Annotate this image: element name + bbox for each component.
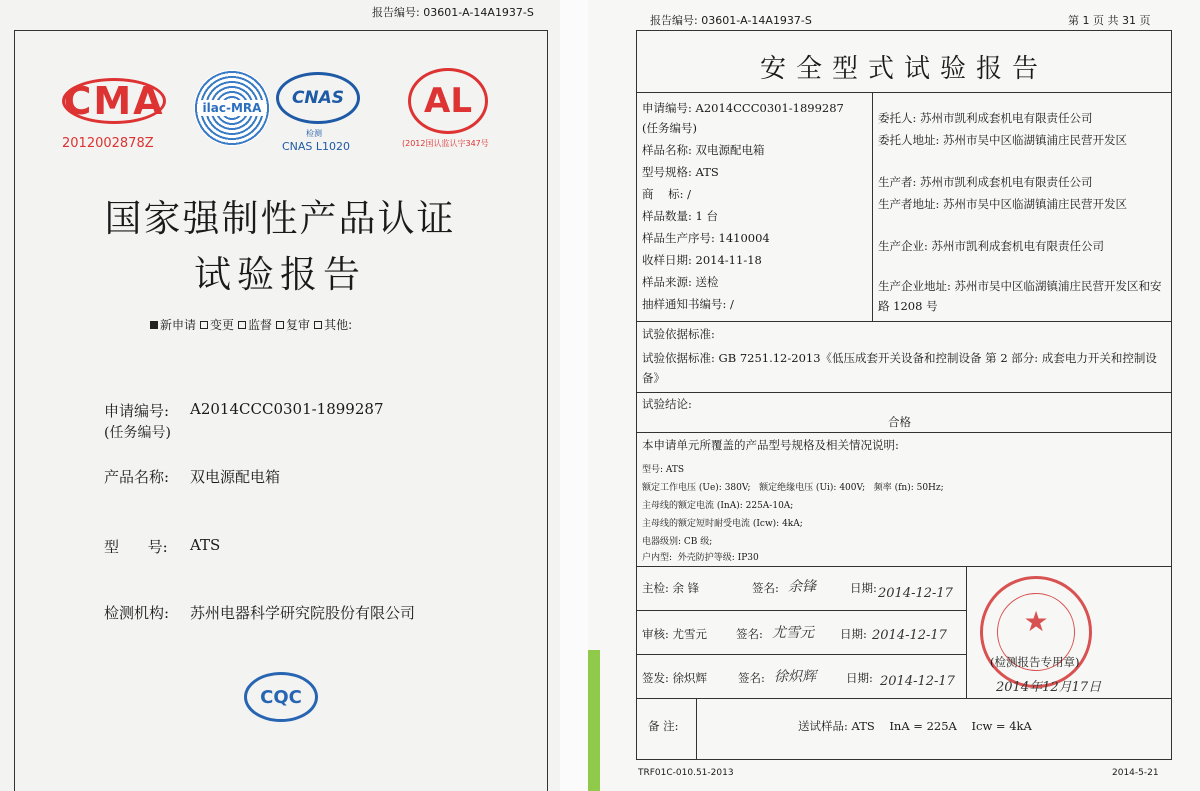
field-manufacturer-address: 生产企业地址: 苏州市吴中区临湖镇浦庄民营开发区和安路 1208 号 <box>878 279 1162 313</box>
checkbox-icon <box>276 321 284 329</box>
field-producer-address: 生产者地址: 苏州市吴中区临湖镇浦庄民营开发区 <box>878 197 1128 211</box>
divider <box>872 92 873 321</box>
lab-name: 苏州电器科学研究院股份有限公司 <box>190 604 416 622</box>
report-number: 报告编号: 03601-A-14A1937-S <box>372 6 534 19</box>
spec-class: 电器级别: CB 级; <box>642 537 713 547</box>
option-supervision: 监督 <box>238 316 272 333</box>
field-sample-name: 样品名称: 双电源配电箱 <box>642 143 765 157</box>
issuer-date-label: 日期: <box>846 671 873 685</box>
issuer-sign-label: 签名: <box>738 671 765 685</box>
reviewer-date-label: 日期: <box>840 627 867 641</box>
product-label: 产品名称: <box>104 468 170 486</box>
divider <box>636 92 1172 93</box>
inspector-date-label: 日期: <box>850 581 877 595</box>
model-value: ATS <box>190 536 221 554</box>
model-label: 型 号: <box>104 538 168 556</box>
reviewer-date: 2014-12-17 <box>872 628 947 643</box>
divider <box>966 566 967 698</box>
divider <box>636 392 1172 393</box>
report-cover-page <box>0 0 560 791</box>
field-manufacturer: 生产企业: 苏州市凯利成套机电有限责任公司 <box>878 239 1105 253</box>
option-other: 其他: <box>314 316 352 333</box>
option-change: 变更 <box>200 316 234 333</box>
inspector-role: 主检: 余 锋 <box>642 581 700 595</box>
field-model: 型号规格: ATS <box>642 165 719 179</box>
divider <box>636 610 966 611</box>
inspector-sign-label: 签名: <box>752 581 779 595</box>
al-logo-icon: AL <box>408 68 488 134</box>
checkbox-checked-icon <box>150 321 158 329</box>
spec-voltage: 额定工作电压 (Ue): 380V; 额定绝缘电压 (Ui): 400V; 频率 (fn): 50Hz; <box>642 483 944 493</box>
cnas-code: CNAS L1020 <box>282 140 351 153</box>
official-seal-icon <box>980 576 1092 688</box>
stamp-date: 2014年12月17日 <box>996 680 1102 695</box>
field-receive-date: 收样日期: 2014-11-18 <box>642 253 762 267</box>
page-gap <box>560 0 588 791</box>
field-producer: 生产者: 苏州市凯利成套机电有限责任公司 <box>878 175 1093 189</box>
spec-protection: 户内型: 外壳防护等级: IP30 <box>642 553 759 563</box>
issuer-role: 签发: 徐炽辉 <box>642 671 708 685</box>
divider <box>636 654 966 655</box>
ilac-text: ilac-MRA <box>200 100 265 116</box>
stamp-caption: (检测报告专用章) <box>990 655 1080 669</box>
field-source: 样品来源: 送检 <box>642 275 719 289</box>
issuer-date: 2014-12-17 <box>880 674 955 689</box>
field-sampling-notice: 抽样通知书编号: / <box>642 297 734 311</box>
report-number: 报告编号: 03601-A-14A1937-S <box>650 14 812 27</box>
cover-title-line2: 试验报告 <box>194 253 366 296</box>
spec-model: 型号: ATS <box>642 465 685 475</box>
spec-current: 主母线的额定电流 (InA): 225A-10A; <box>642 501 794 511</box>
conclusion-header: 试验结论: <box>642 397 692 411</box>
seal-star-icon: ★ <box>1023 605 1049 638</box>
issuer-signature: 徐炽辉 <box>774 669 816 685</box>
product-name: 双电源配电箱 <box>190 468 281 486</box>
field-client-address: 委托人地址: 苏州市吴中区临湖镇浦庄民营开发区 <box>878 133 1128 147</box>
option-new: 新申请 <box>150 316 196 333</box>
inspector-date: 2014-12-17 <box>878 586 953 601</box>
remarks-value: 送试样品: ATS InA = 225A Icw = 4kA <box>798 719 1032 733</box>
scope-header: 本申请单元所覆盖的产品型号规格及相关情况说明: <box>642 438 899 452</box>
conclusion-value: 合格 <box>888 415 911 429</box>
field-task-no: (任务编号) <box>642 121 697 135</box>
divider <box>636 698 1172 699</box>
divider <box>696 698 697 760</box>
cover-title-line1: 国家强制性产品认证 <box>104 197 456 240</box>
cma-logo-icon: CMA <box>63 79 165 123</box>
page-count: 第 1 页 共 31 页 <box>1068 14 1151 27</box>
standard-header: 试验依据标准: <box>642 327 715 341</box>
application-label: 申请编号: <box>104 402 170 420</box>
spec-withstand: 主母线的额定短时耐受电流 (Icw): 4kA; <box>642 519 803 529</box>
option-review: 复审 <box>276 316 310 333</box>
report-title: 安全型式试验报告 <box>759 54 1048 84</box>
safety-test-report-page <box>588 0 1200 791</box>
standard-text: 试验依据标准: GB 7251.12-2013《低压成套开关设备和控制设备 第 2 部分: 成套电力开关和控制设备》 <box>642 351 1157 385</box>
divider <box>636 566 1172 567</box>
divider <box>636 432 1172 433</box>
checkbox-icon <box>314 321 322 329</box>
cqc-logo-icon: CQC <box>244 672 318 722</box>
binding-strip <box>588 650 600 791</box>
remarks-label: 备 注: <box>648 719 679 733</box>
form-date: 2014-5-21 <box>1112 768 1159 778</box>
checkbox-icon <box>200 321 208 329</box>
cma-code: 2012002878Z <box>62 136 154 151</box>
reviewer-role: 审核: 尤雪元 <box>642 627 708 641</box>
field-application-no: 申请编号: A2014CCC0301-1899287 <box>642 101 844 115</box>
reviewer-signature: 尤雪元 <box>772 625 814 641</box>
ilac-mra-logo-icon <box>194 70 270 146</box>
field-client: 委托人: 苏州市凯利成套机电有限责任公司 <box>878 111 1093 125</box>
inspector-signature: 余锋 <box>788 579 816 595</box>
application-type-options <box>150 316 352 333</box>
al-code: (2012国认监认字347号 <box>402 139 489 148</box>
task-label: (任务编号) <box>104 425 171 441</box>
checkbox-icon <box>238 321 246 329</box>
reviewer-sign-label: 签名: <box>736 627 763 641</box>
cnas-sub: 检测 <box>306 129 322 138</box>
cnas-logo-icon: CNAS <box>276 72 360 124</box>
field-quantity: 样品数量: 1 台 <box>642 209 719 223</box>
lab-label: 检测机构: <box>104 604 170 622</box>
field-serial: 样品生产序号: 1410004 <box>642 231 770 245</box>
form-code: TRF01C-010.51-2013 <box>638 768 734 778</box>
divider <box>636 321 1172 322</box>
application-number: A2014CCC0301-1899287 <box>190 400 384 418</box>
field-trademark: 商 标: / <box>642 187 692 201</box>
